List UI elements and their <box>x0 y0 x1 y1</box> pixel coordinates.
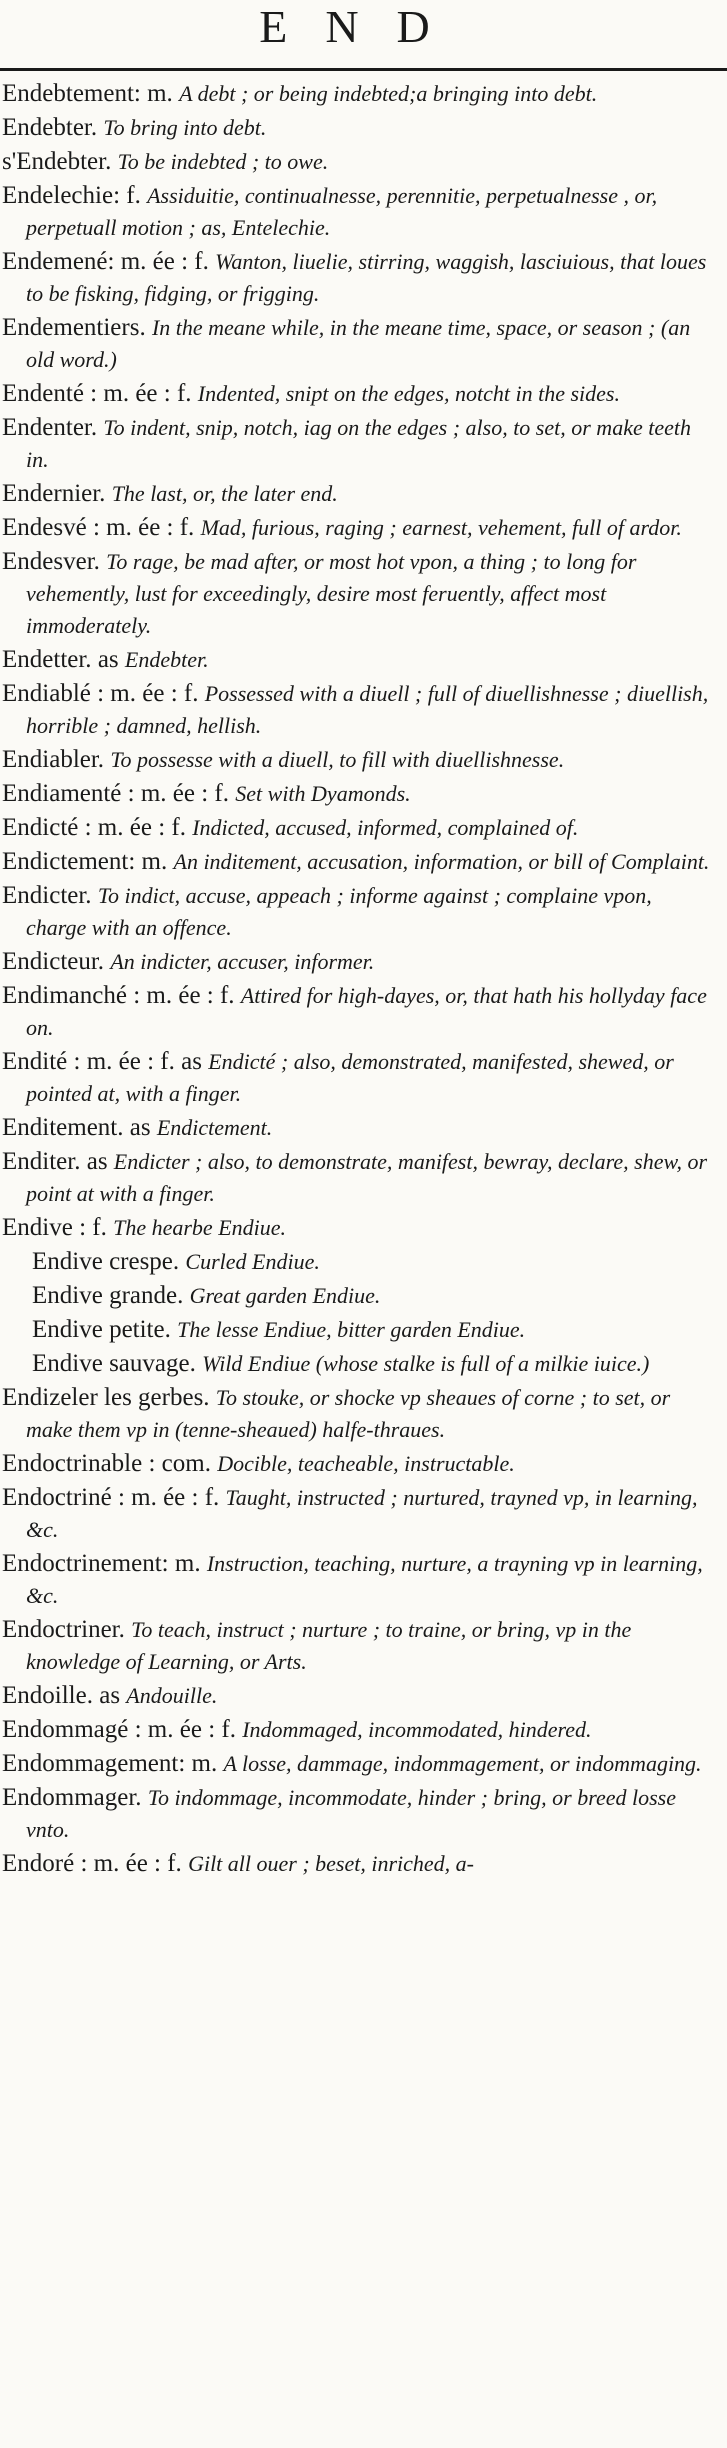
dictionary-entry <box>2 778 715 810</box>
sub-entry <box>32 1280 715 1312</box>
definition: Mad, furious, raging ; earnest, vehement, full of ardor. <box>200 515 682 540</box>
dictionary-entry <box>2 546 715 642</box>
dictionary-entry <box>2 1748 715 1780</box>
definition: Set with Dyamonds. <box>235 781 411 806</box>
definition: Endictement. <box>156 1115 273 1140</box>
sub-entry <box>32 1348 715 1380</box>
dictionary-entry <box>2 146 715 178</box>
grammar-tag: : m. ée : f. <box>126 982 241 1009</box>
header-rule <box>0 68 727 71</box>
dictionary-entry <box>2 744 715 776</box>
dictionary-entry <box>2 378 715 410</box>
definition: Endicté ; also, demonstrated, manifested, shewed, or pointed at, with a finger. <box>26 1049 674 1106</box>
dictionary-entry <box>2 1382 715 1446</box>
definition: To bring into debt. <box>103 115 267 140</box>
headword: Endernier. <box>2 480 106 507</box>
headword: s'Endebter. <box>2 148 112 175</box>
headword: Endommagé <box>2 1716 129 1743</box>
dictionary-entry <box>2 412 715 476</box>
headword: Endizeler les gerbes. <box>2 1384 210 1411</box>
dictionary-entry <box>2 1548 715 1612</box>
headword: Endenté <box>2 380 84 407</box>
dictionary-entry <box>2 1614 715 1678</box>
headword: Endoctriné <box>2 1484 112 1511</box>
dictionary-entry <box>2 246 715 310</box>
dictionary-entry <box>2 1680 715 1712</box>
definition: Attired for high-dayes, or, that hath his hollyday face on. <box>26 983 707 1040</box>
definition: Great garden Endiue. <box>189 1283 381 1308</box>
dictionary-entry <box>2 1782 715 1846</box>
headword: Endictement <box>2 848 129 875</box>
headword: Endelechie <box>2 182 114 209</box>
definition: Possessed with a diuell ; full of diuellishnesse ; diuellish, horrible ; damned, hellish. <box>26 681 709 738</box>
definition: The hearbe Endiue. <box>113 1215 287 1240</box>
dictionary-entry <box>2 1482 715 1546</box>
grammar-tag: : m. ée : f. <box>107 248 216 275</box>
definition: A losse, dammage, indommagement, or indommaging. <box>223 1751 702 1776</box>
headword: Enditer. <box>2 1148 81 1175</box>
definition: To rage, be mad after, or most hot vpon, a thing ; to long for vehemently, lust for exceedingly, desire most feruently, affect most immoderately. <box>26 549 637 638</box>
definition: To be indebted ; to owe. <box>117 149 329 174</box>
grammar-tag: : m. ée : f. <box>90 680 205 707</box>
headword: Endive sauvage. <box>32 1350 196 1377</box>
definition: Indommaged, incommodated, hindered. <box>242 1717 592 1742</box>
headword: Endemené <box>2 248 108 275</box>
grammar-tag: : m. ée : f. <box>74 1850 189 1877</box>
definition: Curled Endiue. <box>185 1249 320 1274</box>
definition: Endicter ; also, to demonstrate, manifest, bewray, declare, shew, or point at with a finger. <box>26 1149 708 1206</box>
dictionary-entry <box>2 78 715 110</box>
headword: Endenter. <box>2 414 98 441</box>
dictionary-entry <box>2 1112 715 1144</box>
dictionary-entry <box>2 1448 715 1480</box>
sub-entry <box>32 1314 715 1346</box>
definition: An indicter, accuser, informer. <box>110 949 375 974</box>
definition: To indent, snip, notch, iag on the edges ; also, to set, or make teeth in. <box>26 415 691 472</box>
definition: To indict, accuse, appeach ; informe against ; complaine vpon, charge with an offence. <box>26 883 652 940</box>
grammar-tag: : f. <box>113 182 148 209</box>
headword: Endiablé <box>2 680 91 707</box>
grammar-tag: : m. ée : f. <box>86 514 201 541</box>
dictionary-entry <box>2 946 715 978</box>
headword: Endiabler. <box>2 746 105 773</box>
headword: Enditement. <box>2 1114 124 1141</box>
headword: Endoré <box>2 1850 75 1877</box>
definition: Indented, snipt on the edges, notcht in the sides. <box>197 381 620 406</box>
headword: Endoctriner. <box>2 1616 125 1643</box>
dictionary-entry <box>2 880 715 944</box>
grammar-tag: : m. ée : f. <box>128 1716 243 1743</box>
headword: Endimanché <box>2 982 127 1009</box>
headword: Endebtement <box>2 80 134 107</box>
dictionary-entry <box>2 312 715 376</box>
grammar-tag: as <box>92 1682 127 1709</box>
headword: Endicteur. <box>2 948 105 975</box>
definition: Taught, instructed ; nurtured, trayned vp, in learning, &c. <box>26 1485 698 1542</box>
dictionary-entry <box>2 644 715 676</box>
grammar-tag: as <box>91 646 125 673</box>
definition: Docible, teacheable, instructable. <box>217 1451 515 1476</box>
dictionary-entry <box>2 512 715 544</box>
dictionary-entry <box>2 112 715 144</box>
definition: Wild Endiue (whose stalke is full of a milkie iuice.) <box>202 1351 650 1376</box>
headword: Endetter. <box>2 646 92 673</box>
definition: To indommage, incommodate, hinder ; bring, or breed losse vnto. <box>26 1785 676 1842</box>
grammar-tag: : m. <box>178 1750 224 1777</box>
dictionary-entry <box>2 1714 715 1746</box>
headword: Endommagement <box>2 1750 179 1777</box>
definition: Andouille. <box>126 1683 218 1708</box>
grammar-tag: : m. ée : f. <box>121 780 236 807</box>
headword: Endommager. <box>2 1784 142 1811</box>
definition: Gilt all ouer ; beset, inriched, a- <box>188 1851 475 1876</box>
definition: Wanton, liuelie, stirring, waggish, lasciuious, that loues to be fisking, fidging, or frigging. <box>26 249 707 306</box>
dictionary-entry <box>2 1848 715 1880</box>
dictionary-entry <box>2 1212 715 1244</box>
running-head: END <box>259 1 468 52</box>
definition: To stouke, or shocke vp sheaues of corne ; to set, or make them vp in (tenne-sheaued) halfe-thraues. <box>26 1385 671 1442</box>
headword: Endive <box>2 1214 73 1241</box>
definition: To possesse with a diuell, to fill with diuellishnesse. <box>110 747 565 772</box>
headword: Endive grande. <box>32 1282 184 1309</box>
dictionary-entry <box>2 678 715 742</box>
dictionary-entry <box>2 1046 715 1110</box>
headword: Endive petite. <box>32 1316 171 1343</box>
definition: The lesse Endiue, bitter garden Endiue. <box>177 1317 526 1342</box>
dictionary-entry <box>2 1146 715 1210</box>
definition: Indicted, accused, informed, complained of. <box>192 815 579 840</box>
headword: Endementiers. <box>2 314 146 341</box>
grammar-tag: : m. <box>161 1550 207 1577</box>
definition: To teach, instruct ; nurture ; to traine, or bring, vp in the knowledge of Learning, or Arts. <box>26 1617 632 1674</box>
dictionary-entry <box>2 478 715 510</box>
headword: Endité <box>2 1048 68 1075</box>
dictionary-entry <box>2 180 715 244</box>
headword: Endive crespe. <box>32 1248 180 1275</box>
definition: An inditement, accusation, information, or bill of Complaint. <box>173 849 710 874</box>
dictionary-entry <box>2 980 715 1044</box>
grammar-tag: : f. <box>72 1214 114 1241</box>
dictionary-entry <box>2 846 715 878</box>
definition: Instruction, teaching, nurture, a trayning vp in learning, &c. <box>26 1551 703 1608</box>
definition: A debt ; or being indebted;a bringing into debt. <box>179 81 598 106</box>
grammar-tag: : m. ée : f. <box>78 814 193 841</box>
page-header <box>0 0 727 74</box>
headword: Endicter. <box>2 882 92 909</box>
headword: Endiamenté <box>2 780 122 807</box>
grammar-tag: as <box>123 1114 157 1141</box>
grammar-tag: : com. <box>142 1450 218 1477</box>
headword: Endoctrinable <box>2 1450 143 1477</box>
definition: Assiduitie, continualnesse, perennitie, perpetualnesse , or, perpetuall motion ; as, Entelechie. <box>26 183 658 240</box>
grammar-tag: as <box>80 1148 114 1175</box>
headword: Endicté <box>2 814 79 841</box>
grammar-tag: : m. <box>128 848 174 875</box>
headword: Endoctrinement <box>2 1550 162 1577</box>
dictionary-entry <box>2 812 715 844</box>
grammar-tag: : m. ée : f. <box>83 380 198 407</box>
grammar-tag: : m. <box>133 80 180 107</box>
entry-list <box>0 74 727 1880</box>
headword: Endoille. <box>2 1682 93 1709</box>
definition: Endebter. <box>124 647 209 672</box>
grammar-tag: : m. ée : f. as <box>67 1048 209 1075</box>
grammar-tag: : m. ée : f. <box>111 1484 226 1511</box>
sub-entry <box>32 1246 715 1278</box>
headword: Endebter. <box>2 114 98 141</box>
headword: Endesver. <box>2 548 100 575</box>
definition: In the meane while, in the meane time, space, or season ; (an old word.) <box>26 315 691 372</box>
headword: Endesvé <box>2 514 87 541</box>
definition: The last, or, the later end. <box>111 481 338 506</box>
